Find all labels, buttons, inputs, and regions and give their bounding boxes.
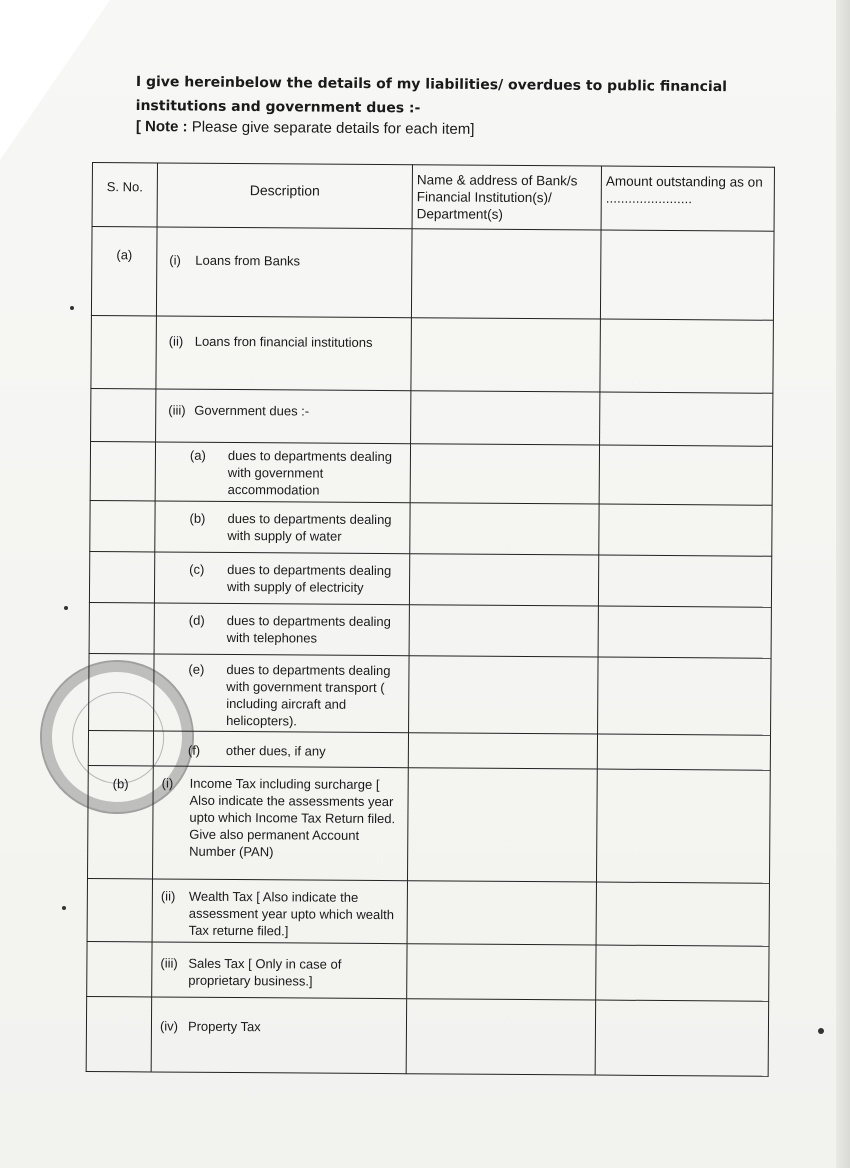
- description-cell: [156, 389, 411, 444]
- table-row: [87, 941, 769, 1001]
- description-cell: [152, 766, 408, 881]
- sno-cell: [89, 551, 154, 602]
- page-heading: I give hereinbelow the details of my liabilities/ overdues to public financial institutions and government dues :-: [135, 73, 728, 117]
- item-label: (ii): [160, 888, 176, 904]
- item-label: (i): [169, 252, 181, 268]
- amount-cell[interactable]: [599, 445, 772, 505]
- amount-cell[interactable]: [600, 319, 774, 393]
- description-cell: [156, 227, 412, 318]
- subitem-text: dues to departments dealing with supply of electricity: [226, 561, 392, 595]
- description-cell: [155, 501, 410, 554]
- subitem-label: (a): [189, 447, 206, 463]
- item-label: (iii): [168, 402, 186, 418]
- table-header-row: [92, 163, 774, 232]
- subitem-label: (c): [189, 561, 205, 577]
- description-cell: [151, 997, 407, 1074]
- bank-cell[interactable]: [411, 229, 601, 319]
- subitem-text: dues to departments dealing with telephones: [226, 612, 391, 646]
- subitem-label: (f): [187, 742, 201, 758]
- speck: [62, 906, 66, 910]
- sno-cell: [91, 388, 156, 441]
- bank-cell[interactable]: [411, 318, 601, 392]
- notary-stamp-inner-ring: [66, 686, 170, 790]
- bank-cell[interactable]: [409, 656, 599, 734]
- table-row: [91, 227, 774, 321]
- table-row: [90, 441, 772, 505]
- description-cell: [155, 442, 410, 503]
- description-cell: [156, 316, 412, 391]
- amount-cell[interactable]: [596, 945, 769, 1001]
- header-bank: Name & address of Bank/s Financial Institution(s)/ Department(s): [412, 165, 601, 230]
- speck: [818, 1028, 824, 1034]
- item-text: Property Tax: [187, 1018, 261, 1035]
- amount-cell[interactable]: [597, 734, 770, 770]
- folded-corner: [0, 0, 110, 160]
- note-text: Please give separate details for each item]: [187, 118, 475, 138]
- amount-cell[interactable]: [598, 657, 772, 735]
- subitem-label: (e): [188, 661, 205, 677]
- subitem-label: (d): [188, 612, 205, 628]
- sno-cell: [87, 941, 152, 996]
- speck: [70, 306, 74, 310]
- bank-cell[interactable]: [407, 768, 597, 882]
- sno-cell: (a): [91, 227, 157, 316]
- amount-cell[interactable]: [595, 1000, 769, 1076]
- header-description: Description: [157, 163, 412, 229]
- item-text: Wealth Tax [ Also indicate the assessment year upto which wealth Tax returne filed.]: [188, 888, 395, 939]
- sno-cell: [86, 996, 152, 1071]
- subitem-label: (b): [189, 510, 206, 526]
- amount-cell[interactable]: [598, 606, 771, 658]
- table-row: [86, 996, 769, 1076]
- description-cell: [152, 879, 407, 944]
- table-row: [90, 500, 772, 556]
- header-amount: Amount outstanding as on .......................: [601, 166, 774, 231]
- amount-cell[interactable]: [596, 882, 769, 946]
- item-text: Loans fron financial institutions: [194, 333, 373, 350]
- table-row: [87, 765, 770, 883]
- description-cell: [154, 552, 409, 605]
- sno-cell: [89, 602, 154, 653]
- note-prefix: [ Note :: [135, 118, 188, 136]
- table-row: [89, 602, 771, 658]
- item-text: Loans from Banks: [195, 252, 301, 269]
- item-label: (ii): [168, 333, 184, 349]
- subitem-text: dues to departments dealing with government accommodation: [227, 447, 393, 498]
- amount-cell[interactable]: [600, 392, 773, 446]
- amount-cell[interactable]: [599, 504, 772, 556]
- table-row: [91, 315, 773, 393]
- bank-cell[interactable]: [407, 944, 596, 1000]
- header-sno: S. No.: [92, 163, 157, 227]
- liabilities-table: [86, 162, 775, 1077]
- subitem-text: other dues, if any: [225, 742, 326, 759]
- bank-cell[interactable]: [410, 444, 599, 504]
- bank-cell[interactable]: [407, 881, 596, 945]
- sno-cell: [90, 500, 155, 551]
- sno-cell: [90, 441, 155, 500]
- sno-cell: [91, 315, 157, 388]
- bank-cell[interactable]: [406, 999, 596, 1075]
- item-text: Sales Tax [ Only in case of proprietary business.]: [188, 955, 342, 989]
- amount-cell[interactable]: [600, 230, 774, 320]
- speck: [64, 606, 68, 610]
- sno-cell: [87, 878, 152, 941]
- subitem-text: dues to departments dealing with government transport ( including aircraft and helicopters).: [226, 661, 391, 729]
- subitem-text: dues to departments dealing with supply of water: [227, 510, 392, 544]
- amount-cell[interactable]: [598, 555, 771, 607]
- bank-cell[interactable]: [411, 391, 600, 445]
- item-label: (i): [161, 775, 174, 791]
- page-edge: [836, 0, 850, 1168]
- item-label: (iv): [159, 1018, 179, 1034]
- sno-cell: (b): [87, 765, 153, 878]
- item-label: (iii): [160, 955, 178, 971]
- description-cell: [154, 603, 409, 656]
- bank-cell[interactable]: [409, 554, 598, 606]
- amount-cell[interactable]: [596, 769, 770, 883]
- item-text: Government dues :-: [194, 402, 310, 419]
- bank-cell[interactable]: [410, 503, 599, 555]
- table-row: [87, 878, 769, 946]
- bank-cell[interactable]: [409, 605, 598, 657]
- description-cell: [152, 942, 407, 999]
- item-text: Income Tax including surcharge [ Also indicate the assessments year upto which Income Tax Return filed. Give also permanent Account Number (PAN): [189, 775, 396, 860]
- table-row: [91, 388, 773, 446]
- table-row: [89, 551, 771, 607]
- bank-cell[interactable]: [408, 733, 597, 769]
